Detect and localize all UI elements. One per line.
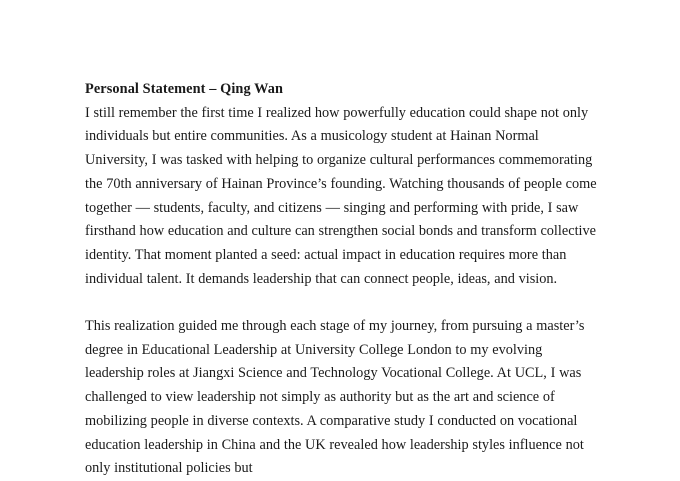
paragraph-2: This realization guided me through each stage of my journey, from pursuing a master’s degree in Educational Leadership at University College London to my evolving leadership roles at Jiangxi Science and Technology Vocational College. At UCL, I was challenged to view leadership not simply as authority but as the art and science of mobilizing people in diverse contexts. A comparative study I conducted on vocational education leadership in China and the UK revealed how leadership styles influence not only institutional policies but (85, 318, 585, 477)
document-title: Personal Statement – Qing Wan (85, 81, 284, 97)
paragraph-1: I still remember the first time I realized how powerfully education could shape not only individuals but entire communities. As a musicology student at Hainan Normal University, I was tasked with helping to organize cultural performances commemorating the 70th anniversary of Hainan Province’s founding. Watching thousands of people come together — students, faculty, and citizens — singing and performing with pride, I saw firsthand how education and culture can strengthen social bonds and transform collective identity. That moment planted a seed: actual impact in education requires more than individual talent. It demands leadership that can connect people, ideas, and vision. (85, 104, 597, 287)
document-text-body (85, 78, 598, 481)
paragraph-spacer (85, 291, 598, 315)
